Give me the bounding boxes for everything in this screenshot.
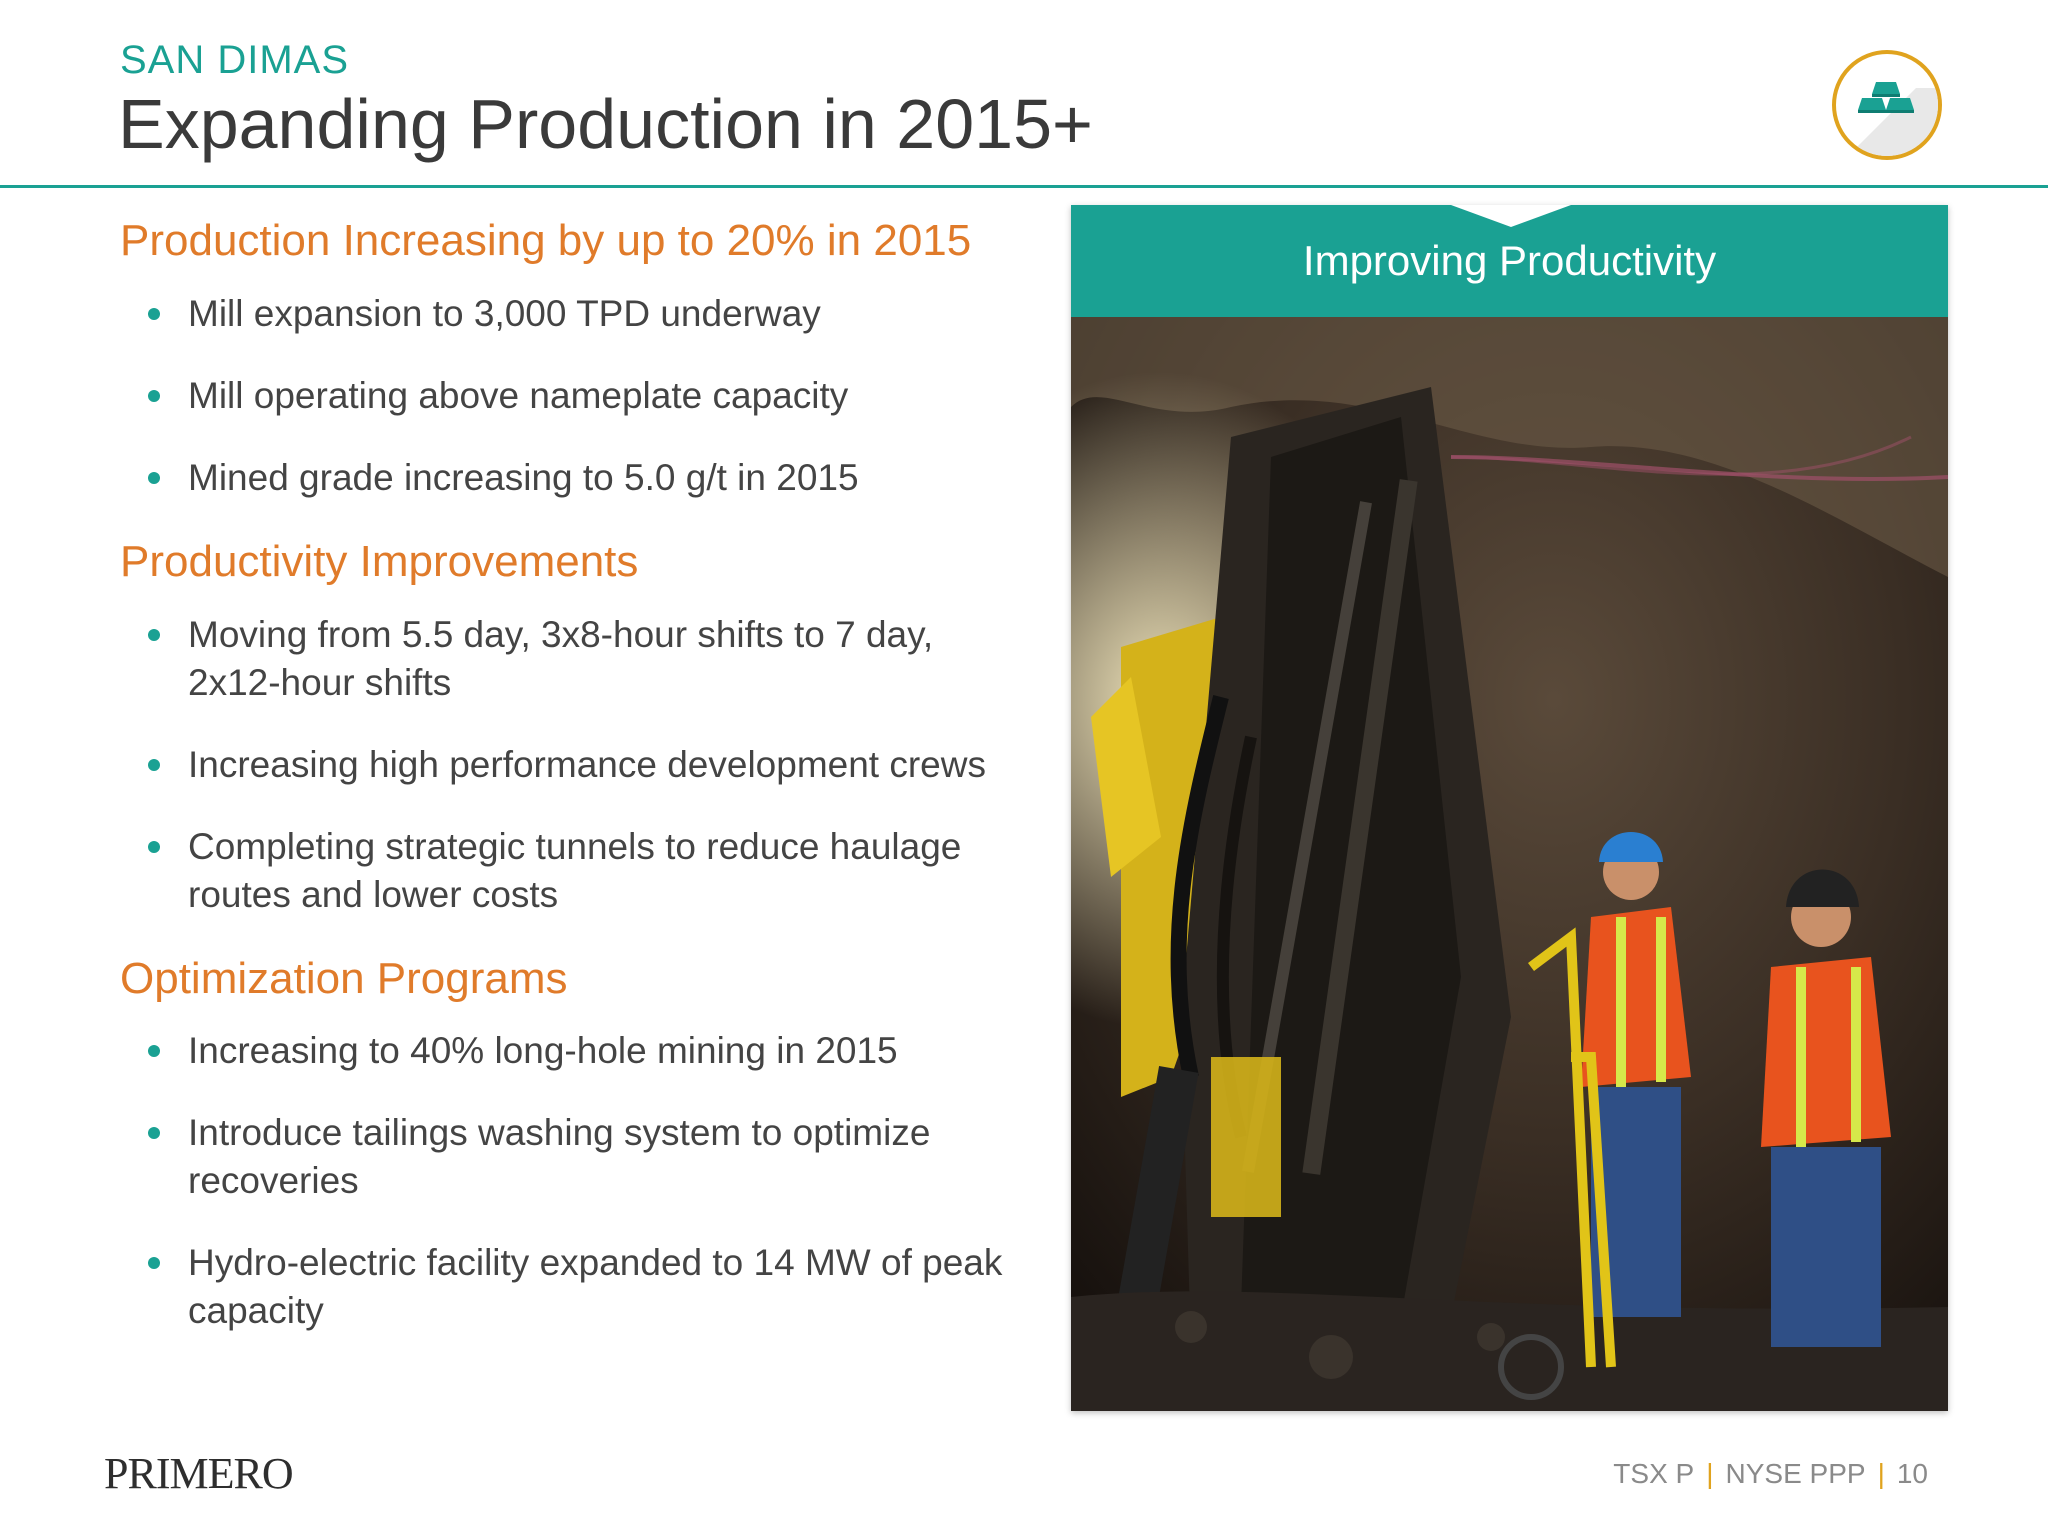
- list-item: [120, 372, 1020, 420]
- bullet-text: Increasing high performance development crews: [188, 743, 986, 785]
- bullet-dot-icon: [148, 472, 160, 484]
- section-heading: Production Increasing by up to 20% in 2015: [120, 216, 972, 265]
- bullet-text: Moving from 5.5 day, 3x8-hour shifts to 7 day, 2x12-hour shifts: [188, 613, 934, 703]
- panel-notch: [1451, 205, 1571, 227]
- section-eyebrow: SAN DIMAS: [120, 38, 350, 82]
- company-logo: PRIMERO: [104, 1449, 293, 1498]
- list-item: [120, 1239, 1020, 1335]
- bullet-dot-icon: [148, 308, 160, 320]
- section-heading: Productivity Improvements: [120, 536, 639, 586]
- bullet-dot-icon: [148, 1127, 160, 1139]
- bullet-text: Hydro-electric facility expanded to 14 MW of peak capacity: [188, 1242, 1003, 1332]
- list-item: [120, 454, 1020, 502]
- list-item: [120, 823, 1020, 919]
- bullet-text: Mined grade increasing to 5.0 g/t in 2015: [188, 456, 859, 498]
- photo-panel: [1071, 205, 1948, 1411]
- content-column: [120, 215, 1020, 1369]
- bullet-text: Mill operating above nameplate capacity: [188, 374, 849, 416]
- bullet-text: Introduce tailings washing system to optimize recoveries: [188, 1112, 931, 1202]
- section-optimization: [120, 953, 1020, 1336]
- list-item: [120, 290, 1020, 338]
- bullet-dot-icon: [148, 759, 160, 771]
- bullet-dot-icon: [148, 1045, 160, 1057]
- gold-bars-badge: [1832, 50, 1942, 160]
- footer-ticker: [1613, 1458, 1928, 1490]
- mine-photo: [1071, 317, 1948, 1411]
- list-item: [120, 1027, 1020, 1075]
- bullet-text: Completing strategic tunnels to reduce haulage routes and lower costs: [188, 825, 962, 915]
- bullet-dot-icon: [148, 841, 160, 853]
- bullet-dot-icon: [148, 1257, 160, 1269]
- list-item: [120, 741, 1020, 789]
- bullet-dot-icon: [148, 390, 160, 402]
- title-rule: [0, 185, 2048, 188]
- list-item: [120, 1109, 1020, 1205]
- gold-bars-icon: [1836, 54, 1938, 156]
- page-number: 10: [1896, 1458, 1928, 1489]
- panel-title: Improving Productivity: [1302, 237, 1717, 284]
- bullet-dot-icon: [148, 629, 160, 641]
- exchange-nyse: NYSE PPP: [1725, 1458, 1866, 1489]
- section-production: [120, 215, 1020, 502]
- bullet-text: Mill expansion to 3,000 TPD underway: [188, 292, 821, 334]
- section-heading: Optimization Programs: [120, 953, 568, 1003]
- underground-mining-photo-illustration: [1071, 317, 1948, 1411]
- separator: |: [1877, 1458, 1885, 1489]
- exchange-tsx: TSX P: [1613, 1458, 1695, 1489]
- separator: |: [1706, 1458, 1714, 1489]
- list-item: [120, 611, 1020, 707]
- section-productivity: [120, 536, 1020, 919]
- bullet-text: Increasing to 40% long-hole mining in 2015: [188, 1030, 898, 1072]
- page-title: Expanding Production in 2015+: [118, 85, 1093, 163]
